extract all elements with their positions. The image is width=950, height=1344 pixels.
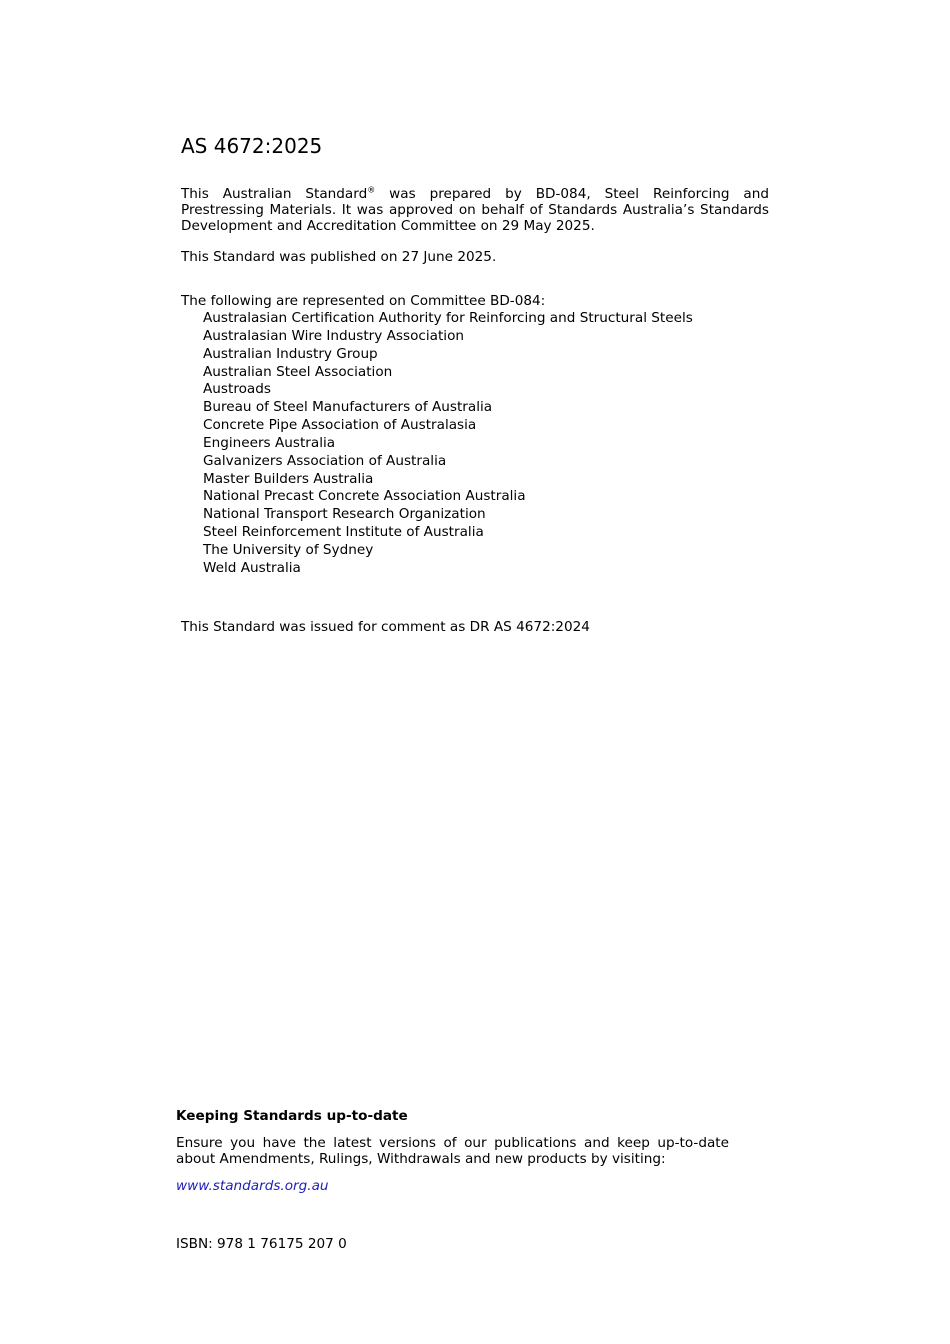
committee-member: Master Builders Australia: [203, 470, 374, 487]
committee-member: Concrete Pipe Association of Australasia: [203, 417, 477, 434]
keeping-up-to-date-heading: Keeping Standards up-to-date: [176, 1108, 408, 1124]
approval-text-start: This Australian Standard: [181, 186, 368, 202]
registered-mark: ®: [367, 185, 376, 195]
committee-member: Australian Steel Association: [203, 363, 393, 380]
committee-member: Bureau of Steel Manufacturers of Australia: [203, 399, 493, 416]
draft-comment-note: This Standard was issued for comment as DR AS 4672:2024: [181, 619, 590, 635]
committee-member: Australasian Certification Authority for Reinforcing and Structural Steels: [203, 310, 693, 326]
committee-member: Australian Industry Group: [203, 345, 378, 362]
committee-member-list: [203, 310, 693, 578]
committee-member: National Precast Concrete Association Australia: [203, 488, 526, 505]
committee-member: Australasian Wire Industry Association: [203, 327, 465, 344]
committee-member: Steel Reinforcement Institute of Australia: [203, 524, 484, 541]
committee-member: The University of Sydney: [203, 541, 374, 558]
isbn: ISBN: 978 1 76175 207 0: [176, 1236, 347, 1252]
approval-text-end: was prepared by BD-084, Steel Reinforcing and Prestressing Materials. It was approved on behalf of Standards Australia’s Standards Development and Accreditation Committee on 29 May 2025.: [181, 186, 769, 234]
keeping-up-to-date-text: Ensure you have the latest versions of our publications and keep up-to-date about Amendments, Rulings, Withdrawals and new products by visiting:: [176, 1135, 729, 1167]
standards-website-link[interactable]: www.standards.org.au: [176, 1178, 329, 1194]
committee-member: Engineers Australia: [203, 434, 336, 451]
committee-member: National Transport Research Organization: [203, 506, 486, 523]
committee-member: Galvanizers Association of Australia: [203, 452, 447, 469]
publication-date-statement: This Standard was published on 27 June 2025.: [181, 249, 497, 265]
committee-intro: The following are represented on Committee BD-084:: [181, 293, 546, 309]
committee-member: Austroads: [203, 381, 271, 398]
page-title: AS 4672:2025: [181, 134, 323, 158]
committee-member: Weld Australia: [203, 559, 301, 576]
approval-statement: [181, 186, 769, 234]
